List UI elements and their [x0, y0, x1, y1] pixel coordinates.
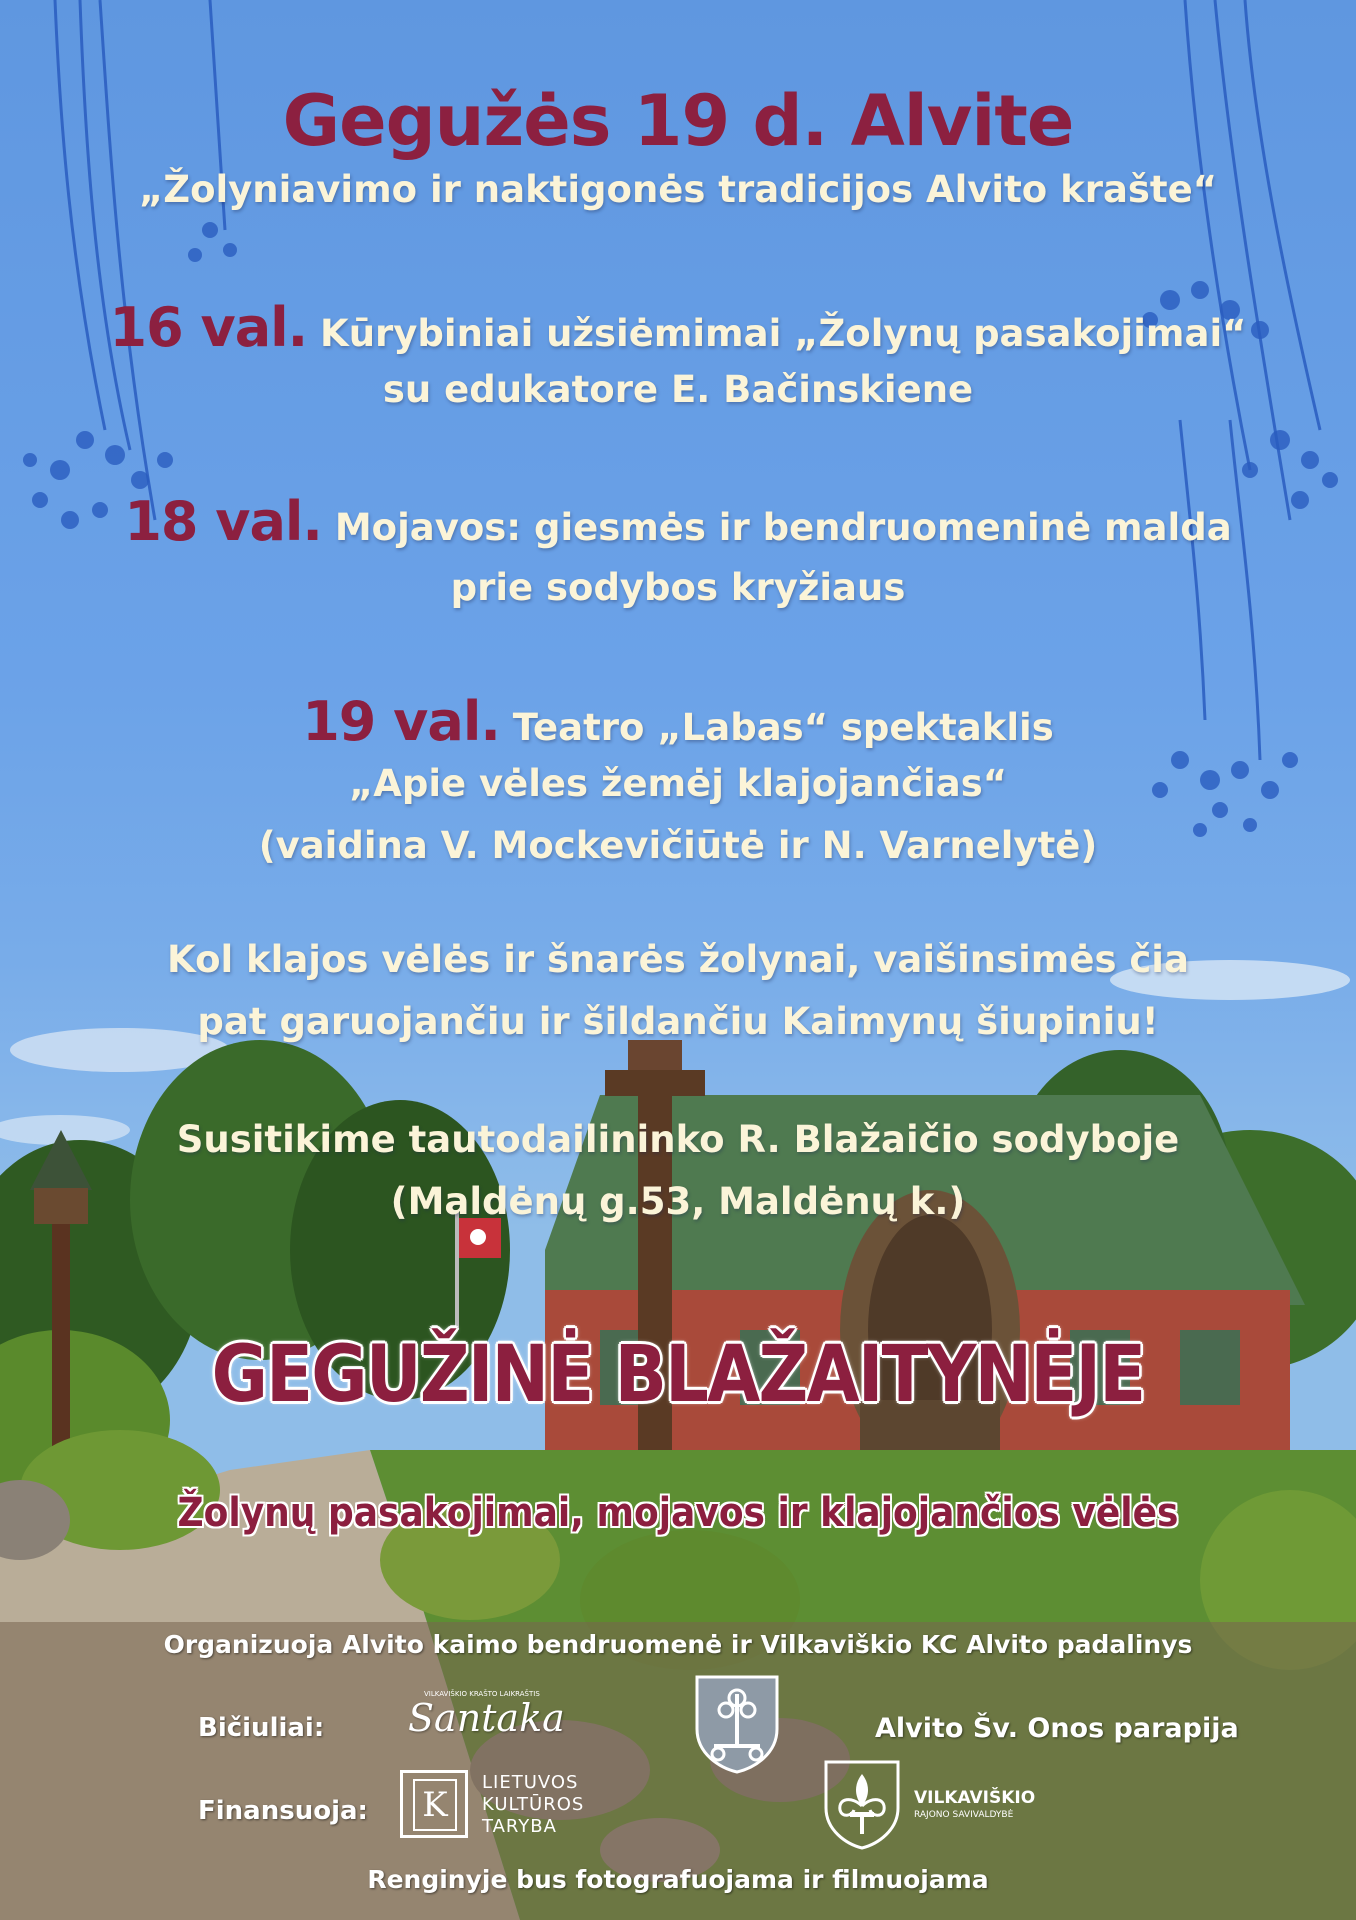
program-line: prie sodybos kryžiaus [450, 566, 906, 609]
program-line: Kūrybiniai užsiėmimai „Žolynų pasakojimai“ [320, 312, 1247, 355]
program-time: 19 val. [302, 690, 500, 753]
recording-notice: Renginyje bus fotografuojama ir filmuojama [367, 1865, 989, 1894]
lkt-k-icon [400, 1770, 468, 1838]
event-date-title: Gegužės 19 d. Alvite [282, 80, 1074, 162]
banner-title: GEGUŽINĖ BLAŽAITYNĖJE [211, 1330, 1145, 1420]
venue-address: (Maldėnų g.53, Maldėnų k.) [390, 1180, 966, 1223]
lkt-logo [400, 1770, 600, 1844]
invite-line: Kol klajos vėlės ir šnarės žolynai, vaišinsimės čia [167, 938, 1189, 981]
vilkaviskio-logo [822, 1758, 1062, 1854]
program-line: Teatro „Labas“ spektaklis [512, 706, 1054, 749]
program-line: Mojavos: giesmės ir bendruomeninė malda [334, 506, 1232, 549]
organizers-text: Organizuoja Alvito kaimo bendruomenė ir Vilkaviškio KC Alvito padalinys [163, 1630, 1193, 1659]
lkt-name-line: LIETUVOS [482, 1772, 579, 1793]
program-item [0, 490, 1356, 553]
banner-subtitle: Žolynų pasakojimai, mojavos ir klajojančios vėlės [177, 1490, 1179, 1536]
invite-line: pat garuojančiu ir šildančiu Kaimynų šiupiniu! [197, 1000, 1159, 1043]
venue-line: Susitikime tautodailininko R. Blažaičio sodyboje [176, 1118, 1180, 1161]
program-time: 16 val. [109, 296, 308, 359]
program-line: (vaidina V. Mockevičiūtė ir N. Varnelytė) [258, 824, 1098, 867]
santaka-tagline: VILKAVIŠKIO KRAŠTO LAIKRAŠTIS [424, 1690, 540, 1698]
parish-text: Alvito Šv. Onos parapija [875, 1713, 1239, 1744]
vilk-name-line: RAJONO SAVIVALDYBĖ [914, 1810, 1014, 1820]
santaka-logo [408, 1690, 578, 1750]
program-line: „Apie vėles žemėj klajojančias“ [348, 762, 1008, 805]
program-line: su edukatore E. Bačinskiene [382, 368, 974, 411]
coat-of-arms-icon [694, 1674, 780, 1774]
event-subtitle: „Žolyniavimo ir naktigonės tradicijos Alvito krašte“ [138, 168, 1218, 211]
lkt-name-line: TARYBA [482, 1816, 557, 1837]
funders-label: Finansuoja: [198, 1796, 368, 1826]
program-item [0, 690, 1356, 753]
lkt-k-letter: K [413, 1779, 457, 1831]
friends-label: Bičiuliai: [198, 1713, 325, 1743]
vilk-name-line: VILKAVIŠKIO [914, 1788, 1036, 1808]
santaka-name: Santaka [408, 1696, 565, 1740]
fleur-de-lis-icon [822, 1758, 902, 1850]
program-item [0, 296, 1356, 359]
lkt-name-line: KULTŪROS [482, 1794, 585, 1815]
program-time: 18 val. [124, 490, 322, 553]
